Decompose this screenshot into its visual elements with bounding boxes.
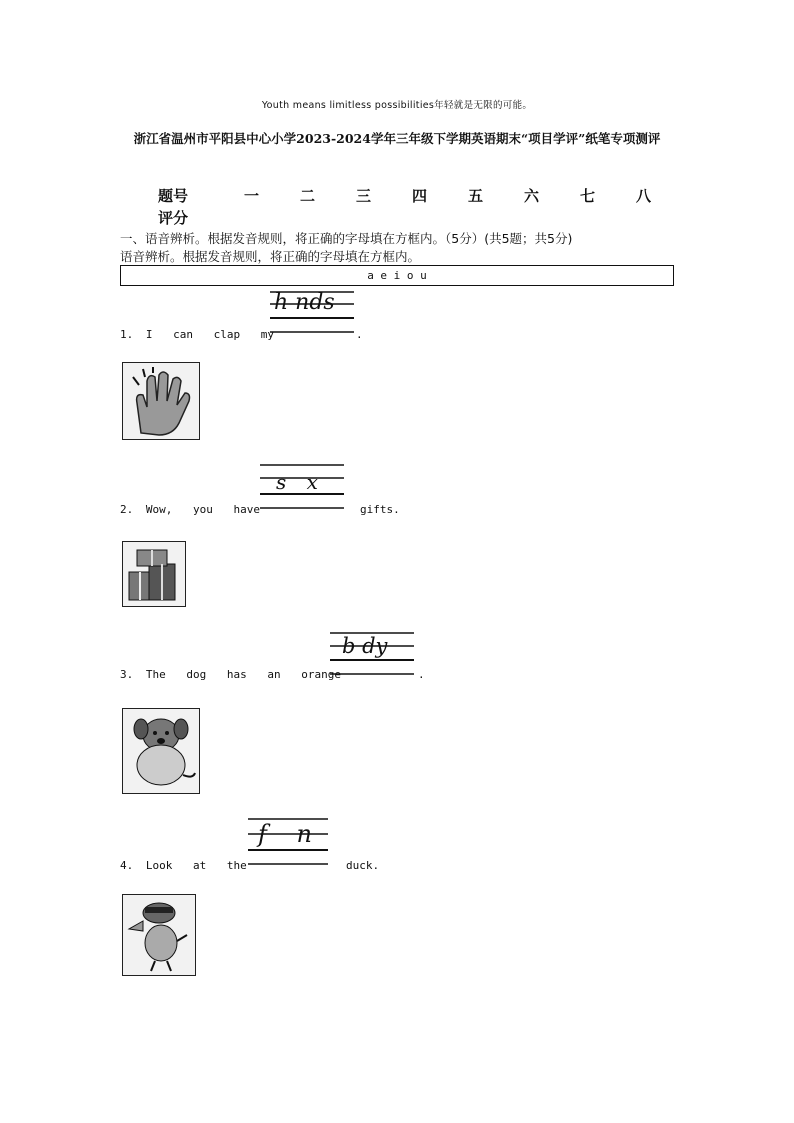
score-col: 二 [300,187,316,205]
score-label-number: 题号 [158,187,189,205]
gift-boxes-icon [122,541,186,607]
writing-lines-q1[interactable] [268,290,360,340]
question-3-end: . [418,668,425,681]
question-3: 3. The dog has an orange [120,668,341,681]
score-label-grade: 评分 [158,209,189,227]
writing-lines-q3[interactable] [328,630,418,680]
score-col: 八 [636,187,652,205]
question-2-end: gifts. [360,503,400,516]
letter-choices-box: a e i o u [120,265,674,286]
question-4-end: duck. [346,859,380,872]
writing-lines-q4[interactable] [246,816,332,870]
handwritten-answer: s x [276,470,318,494]
duck-icon [122,894,196,976]
question-4: 4. Look at the [120,859,247,872]
score-col: 四 [412,187,428,205]
score-col: 六 [524,187,540,205]
section-heading: 一、语音辨析。根据发音规则，将正确的字母填在方框内。（5分）(共5题；共5分) [120,231,573,246]
section-instruction: 语音辨析。根据发音规则，将正确的字母填在方框内。 [120,249,421,264]
score-col: 一 [244,187,260,205]
writing-lines-q2[interactable] [258,462,348,514]
handwritten-answer: h nds [274,290,335,315]
question-1-end: . [356,328,363,341]
score-col: 七 [580,187,596,205]
exam-title: 浙江省温州市平阳县中心小学2023-2024学年三年级下学期英语期末“项目学评”纸笔专项测评 [133,131,661,146]
score-col: 五 [468,187,484,205]
handwritten-answer: b dy [342,634,388,658]
page-header: Youth means limitless possibilities年轻就是无限的可能。 [261,100,533,111]
handwritten-answer: f n [258,820,312,848]
question-2: 2. Wow, you have [120,503,260,516]
score-col: 三 [356,187,372,205]
clapping-hand-icon [122,362,200,440]
question-1: 1. I can clap my [120,328,274,341]
dog-icon [122,708,200,794]
